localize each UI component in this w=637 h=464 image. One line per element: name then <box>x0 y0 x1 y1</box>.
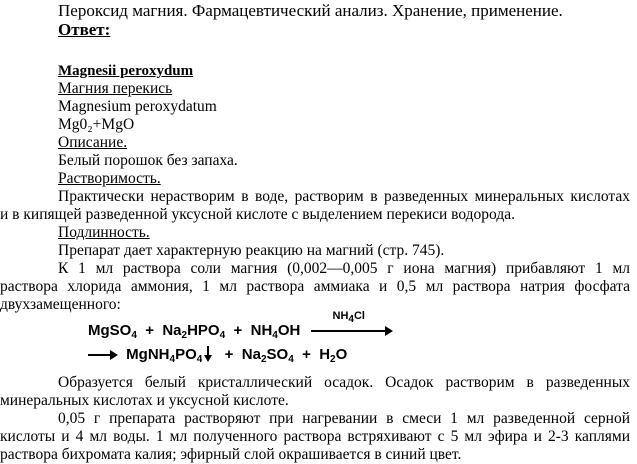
precipitate-arrow-icon <box>204 346 212 362</box>
latin-name: Magnesii peroxydum <box>58 63 194 79</box>
solubility-text-line-1: Практически нерастворим в воде, растворим в разведенных минеральных кислотах <box>58 188 630 205</box>
solubility-text-line-2: и в кипящей разведенной уксусной кислоте с выделением перекиси водорода. <box>0 206 516 223</box>
page-title: Пероксид магния. Фармацевтический анализ. Хранение, применение. <box>58 1 563 20</box>
test2-text-line-2: кислоты и 4 мл воды. 1 мл полученного раствора встряхивают с 5 мл эфира и 2-3 каплями <box>0 428 630 445</box>
chemical-formula: Mg0₂+MgO <box>58 116 135 133</box>
catalyst-nh4cl: $NH_4Cl$ <box>332 310 365 326</box>
test2-text-line-3: раствора бихромата калия; эфирный слой окрашивается в синий цвет. <box>0 446 462 463</box>
precipitate-text-line-1: Образуется белый кристаллический осадок. Осадок растворим в разведенных <box>58 374 630 391</box>
description-heading: Описание. <box>58 134 128 151</box>
russian-name: Магния перекись <box>58 80 173 97</box>
reactant-nh4oh: $NH_4OH$ <box>250 322 301 341</box>
product-mgnh4po4: $MgNH_4PO_4$ <box>126 346 203 365</box>
reaction-equation-reactants: MgSO$_4$ + $Na_2HPO_4 + NH_4OH$ $NH_4Cl$ <box>88 322 393 341</box>
test2-text-line-1: 0,05 г препарата растворяют при нагревании в смеси 1 мл разведенной серной <box>58 410 630 427</box>
reaction-arrow-icon <box>311 310 393 336</box>
continuation-arrow-icon <box>88 350 118 360</box>
identity-text-line-2: К 1 мл раствора соли магния (0,002—0,005 г иона магния) прибавляют 1 мл <box>58 260 630 277</box>
identity-heading: Подлинность. <box>58 224 150 241</box>
reactant-na2hpo4: $Na_2HPO_4$ <box>162 322 226 341</box>
reactant-mgso4: MgSO$_4$ <box>88 322 137 341</box>
description-text: Белый порошок без запаха. <box>58 152 238 169</box>
alt-latin-name: Magnesium peroxydatum <box>58 98 217 115</box>
identity-text-line-3: раствора хлорида аммония, 1 мл раствора аммиака и 0,5 мл раствора натрия фосфата <box>0 278 630 295</box>
answer-heading: Ответ: <box>58 20 111 39</box>
product-h2o: $H_2O$ <box>319 346 348 365</box>
solubility-heading: Растворимость. <box>58 170 161 187</box>
identity-text-line-4: двухзамещенного: <box>0 296 121 313</box>
precipitate-text-line-2: минеральных кислотах и уксусной кислоте. <box>0 392 289 409</box>
reaction-equation-products: $MgNH_4PO_4 + Na_2SO_4 + H_2O$ <box>88 346 347 365</box>
product-na2so4: $Na_2SO_4$ <box>241 346 294 365</box>
identity-text-line-1: Препарат дает характерную реакцию на магний (стр. 745). <box>58 242 445 259</box>
